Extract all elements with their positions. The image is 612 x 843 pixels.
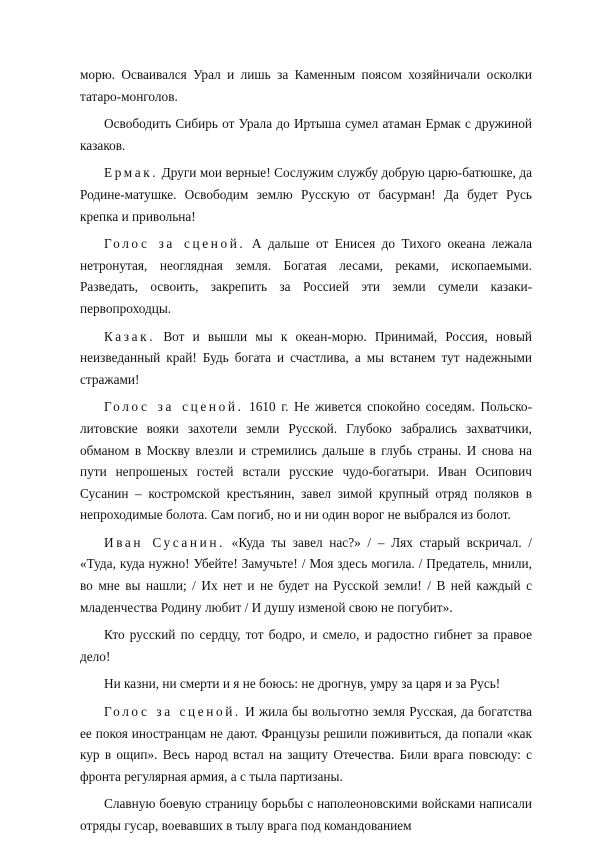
speaker-name: Голос за сценой. [104, 236, 246, 252]
paragraph [80, 64, 532, 107]
dialogue-paragraph [80, 396, 532, 526]
paragraph-text: «Куда ты завел нас?» / – Лях старый вскричал. / «Туда, куда нужно! Убейте! Замучьте! / Моя здесь могила. / Предатель, мнили, во мне вы нашли; / Их нет и не будет на Русской земли! / В ней каждый с младенчества Родину любит / И душу изменой свою не погубит». [80, 534, 532, 615]
speaker-name: Казак. [104, 328, 156, 344]
speaker-name: Голос за сценой. [104, 704, 241, 720]
paragraph-text: Други мои верные! Сослужим службу добрую царю-батюшке, да Родине-матушке. Освободим землю Русскую от басурман! Да будет Русь крепка и привольна! [80, 165, 532, 224]
paragraph-text: Ни казни, ни смерти и я не боюсь: не дрогнув, умру за царя и за Русь! [104, 676, 501, 692]
speaker-name: Голос за сценой. [104, 399, 244, 415]
dialogue-paragraph [80, 162, 532, 227]
dialogue-paragraph [80, 233, 532, 319]
paragraph-text: И жила бы вольготно земля Русская, да богатства ее покоя иностранцам не дают. Французы решили поживиться, да попали «как кур в ощип». Весь народ встал на защиту Отечества. Били врага повсюду: с фронта регулярная армия, а с тыла партизаны. [80, 704, 532, 784]
paragraph-text: 1610 г. Не живется спокойно соседям. Польско-литовские вояки захотели земли Русской. Глубоко забрались захватчики, обманом в Москву влезли и стремились дальше в глубь страны. И снова на пути непрошеных гостей встали русские чудо-богатыри. Иван Осипович Сусанин – костромской крестьянин, завел зимой крупный отряд поляков в непроходимые болота. Сам погиб, но и ни один ворог не выбрался из болот. [80, 399, 532, 523]
paragraph [80, 793, 532, 836]
paragraph-text: Освободить Сибирь от Урала до Иртыша сумел атаман Ермак с дружиной казаков. [80, 116, 532, 153]
paragraph [80, 624, 532, 667]
dialogue-paragraph [80, 326, 532, 391]
dialogue-paragraph [80, 532, 532, 618]
paragraph [80, 113, 532, 156]
paragraph-text: Вот и вышли мы к океан-морю. Принимай, Россия, новый неизведанный край! Будь богата и счастлива, а мы встанем тут надежными стражами! [80, 328, 532, 387]
speaker-name: Иван Сусанин. [104, 534, 226, 550]
document-page [80, 64, 532, 843]
paragraph-text: Славную боевую страницу борьбы с наполеоновскими войсками написали отряды гусар, воевавших в тылу врага под командованием [80, 796, 532, 833]
paragraph [80, 673, 532, 695]
paragraph-text: А дальше от Енисея до Тихого океана лежала нетронутая, неоглядная земля. Богатая лесами, реками, ископаемыми. Разведать, освоить, закрепить за Россией эти земли сумели казаки-первопроходцы. [80, 236, 532, 316]
speaker-name: Ермак. [104, 165, 159, 181]
paragraph-text: Кто русский по сердцу, тот бодро, и смело, и радостно гибнет за правое дело! [80, 627, 532, 664]
dialogue-paragraph [80, 701, 532, 787]
paragraph-text: морю. Осваивался Урал и лишь за Каменным поясом хозяйничали осколки татаро-монголов. [80, 67, 532, 104]
